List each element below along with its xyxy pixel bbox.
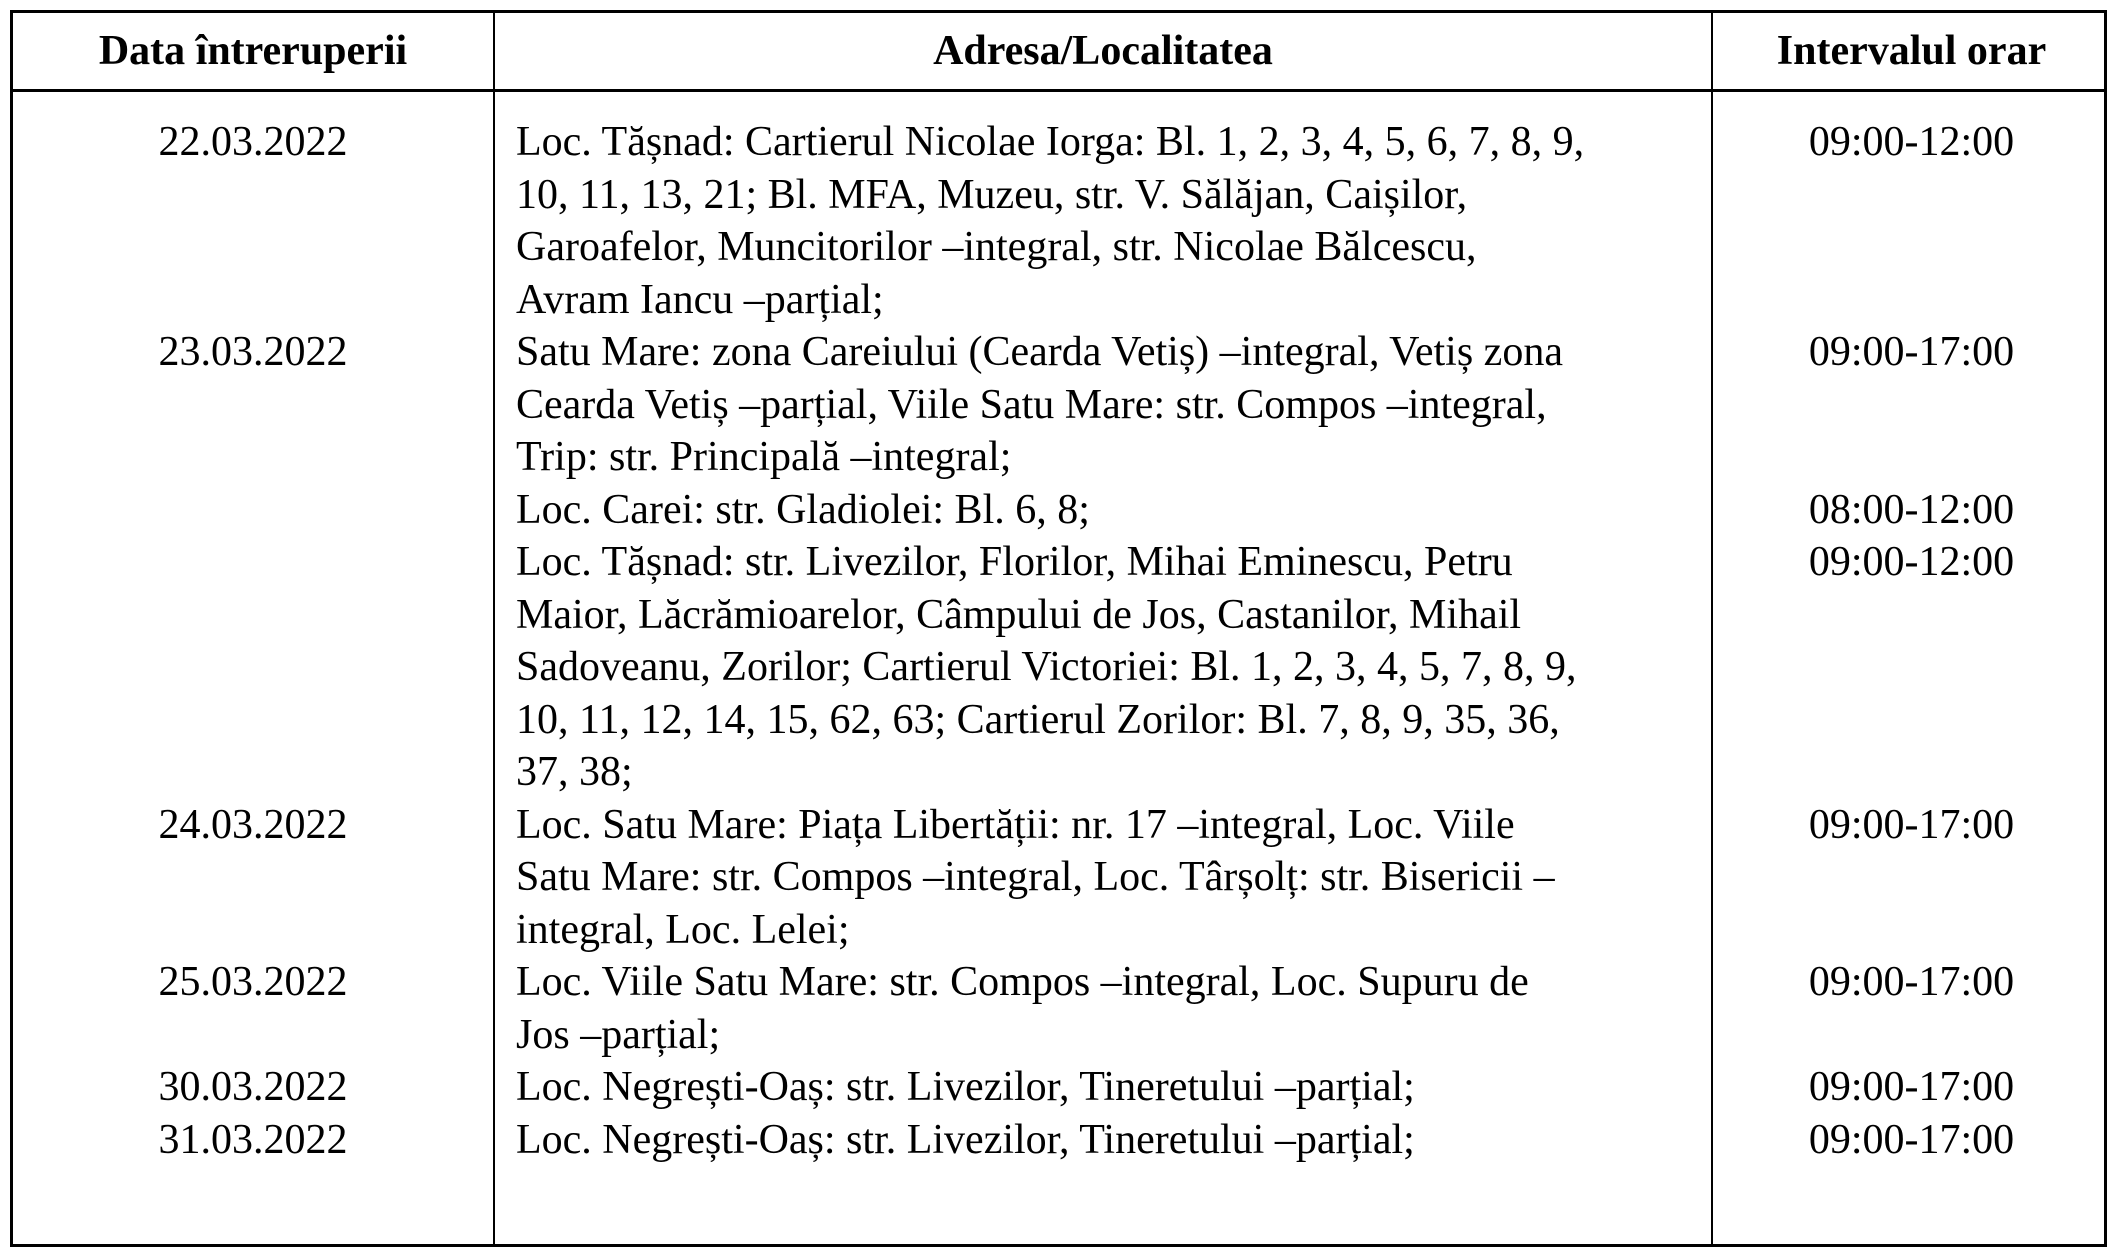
address-line: Avram Iancu –parțial; (516, 276, 884, 323)
row-interval: 09:00-17:00 (1808, 1116, 2015, 1163)
outage-table (10, 10, 2107, 1247)
address-line: Loc. Negrești-Oaș: str. Livezilor, Tineretului –parțial; (516, 1064, 1415, 1110)
row-date: 25.03.2022 (158, 959, 348, 1005)
address-line: Loc. Tășnad: Cartierul Nicolae Iorga: Bl. 1, 2, 3, 4, 5, 6, 7, 8, 9, (516, 119, 1585, 165)
row-address (516, 116, 1706, 326)
address-line: Jos –parțial; (516, 1011, 721, 1058)
row-interval: 09:00-17:00 (1808, 801, 2015, 848)
address-line: 37, 38; (516, 749, 633, 795)
row-date: 30.03.2022 (158, 1064, 348, 1110)
row-interval: 09:00-17:00 (1808, 329, 2015, 375)
row-interval: 09:00-12:00 (1808, 119, 2015, 165)
row-address (516, 484, 1706, 537)
address-line: Cearda Vetiș –parțial, Viile Satu Mare: str. Compos –integral, (516, 381, 1547, 428)
row-address (516, 1114, 1706, 1167)
address-line: Satu Mare: zona Careiului (Cearda Vetiș) –integral, Vetiș zona (516, 329, 1563, 375)
row-interval: 08:00-12:00 (1808, 486, 2015, 533)
address-line: Loc. Satu Mare: Piața Libertății: nr. 17 –integral, Loc. Viile (516, 801, 1515, 848)
address-line: 10, 11, 13, 21; Bl. MFA, Muzeu, str. V. Sălăjan, Caișilor, (516, 171, 1468, 218)
row-address (516, 536, 1706, 799)
row-date: 23.03.2022 (158, 329, 348, 375)
address-line: Garoafelor, Muncitorilor –integral, str. Nicolae Bălcescu, (516, 224, 1477, 270)
table-header-row (13, 13, 2104, 92)
address-line: Sadoveanu, Zorilor; Cartierul Victoriei: Bl. 1, 2, 3, 4, 5, 7, 8, 9, (516, 644, 1577, 690)
header-date: Data întreruperii (98, 28, 408, 74)
address-line: Maior, Lăcrămioarelor, Câmpului de Jos, Castanilor, Mihail (516, 591, 1522, 638)
row-date: 31.03.2022 (158, 1116, 348, 1163)
address-line: Loc. Negrești-Oaș: str. Livezilor, Tineretului –parțial; (516, 1116, 1415, 1163)
address-line: Loc. Viile Satu Mare: str. Compos –integral, Loc. Supuru de (516, 959, 1529, 1005)
row-address (516, 1061, 1706, 1114)
row-address (516, 326, 1706, 484)
row-address (516, 799, 1706, 957)
row-date: 22.03.2022 (158, 119, 348, 165)
address-line: Satu Mare: str. Compos –integral, Loc. Târșolț: str. Bisericii – (516, 854, 1555, 900)
row-date: 24.03.2022 (158, 801, 348, 848)
address-line: Trip: str. Principală –integral; (516, 434, 1012, 480)
header-interval: Intervalul orar (1776, 28, 2047, 74)
row-interval: 09:00-17:00 (1808, 959, 2015, 1005)
row-address (516, 956, 1706, 1061)
address-line: integral, Loc. Lelei; (516, 906, 850, 953)
address-line: Loc. Carei: str. Gladiolei: Bl. 6, 8; (516, 486, 1090, 533)
row-interval: 09:00-12:00 (1808, 539, 2015, 585)
column-divider-1 (493, 13, 495, 1244)
address-line: 10, 11, 12, 14, 15, 62, 63; Cartierul Zorilor: Bl. 7, 8, 9, 35, 36, (516, 696, 1560, 743)
column-divider-2 (1711, 13, 1713, 1244)
row-interval: 09:00-17:00 (1808, 1064, 2015, 1110)
header-address: Adresa/Localitatea (933, 28, 1273, 74)
address-line: Loc. Tășnad: str. Livezilor, Florilor, Mihai Eminescu, Petru (516, 539, 1513, 585)
